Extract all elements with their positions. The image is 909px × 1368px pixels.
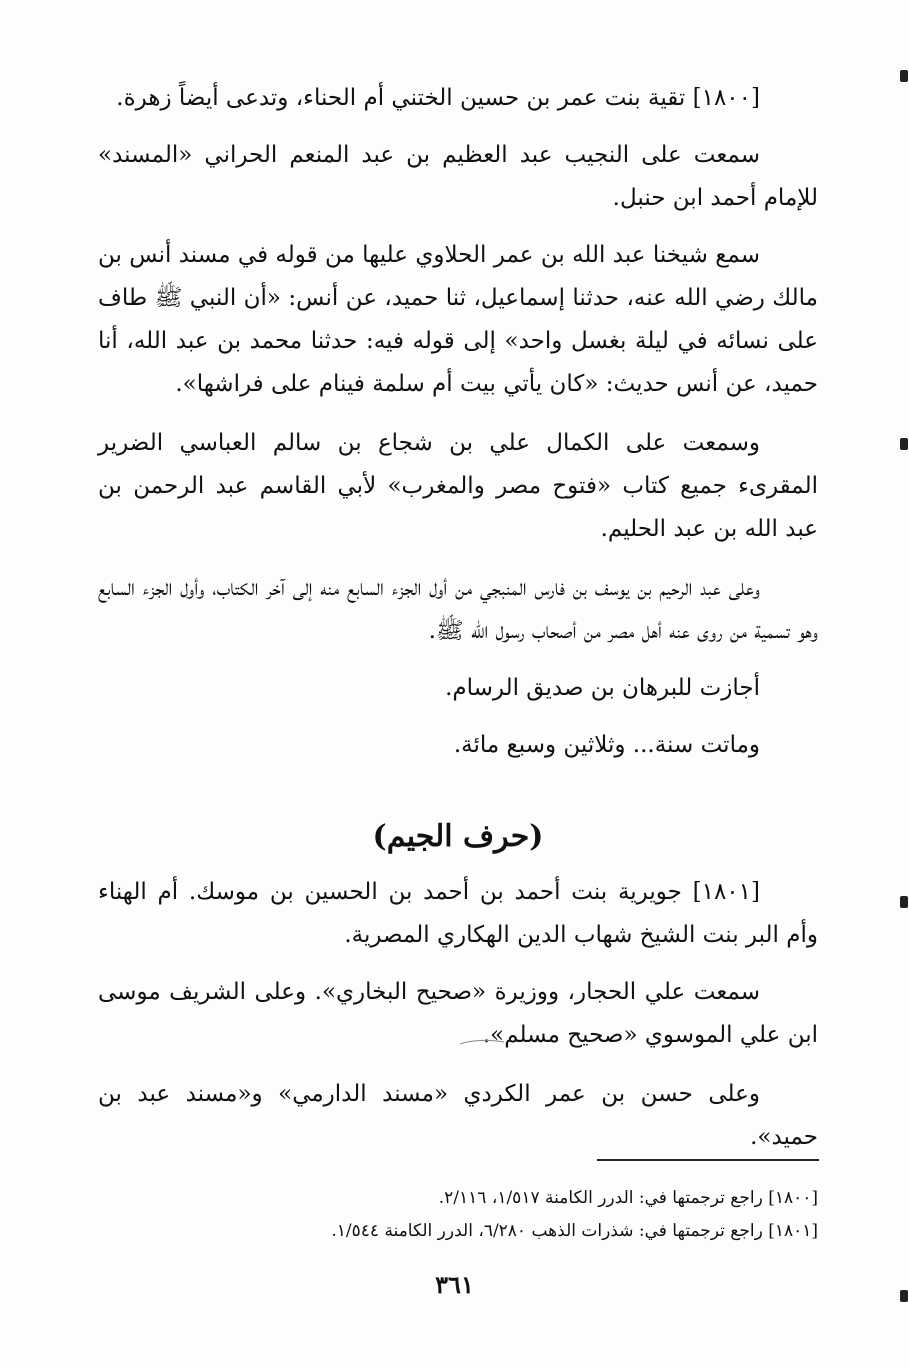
entry-1801-paragraph: وعلى حسن بن عمر الكردي «مسند الدارمي» و«مسند عبد بن حميد».: [98, 1081, 818, 1150]
entry-1800: [98, 77, 818, 767]
entry-1800-paragraph: سمعت على النجيب عبد العظيم بن عبد المنعم الحراني «المسند» للإمام أحمد ابن حنبل.: [98, 142, 818, 211]
edge-mark: [900, 70, 908, 82]
entry-1800-death-line: وماتت سنة... وثلاثين وسبع مائة.: [453, 732, 760, 758]
section-heading: (حرف الجيم): [372, 819, 544, 854]
entry-1801: [98, 871, 818, 1159]
entry-1801-paragraph: سمعت علي الحجار، ووزيرة «صحيح البخاري». وعلى الشريف موسى ابن علي الموسوي «صحيح مسلم».: [98, 979, 818, 1048]
footnote-1801: [١٨٠١] راجع ترجمتها في: شذرات الذهب ٦/٢٨٠، الدرر الكامنة ١/٥٤٤.: [331, 1221, 818, 1241]
edge-mark: [900, 896, 908, 908]
entry-1800-paragraph: سمع شيخنا عبد الله بن عمر الحلاوي عليها من قوله في مسند أنس بن مالك رضي الله عنه، حدثنا إسماعيل، ثنا حميد، عن أنس: «أن النبي ﷺ طاف على نسائه في ليلة بغسل واحد» إلى قوله فيه: حدثنا محمد بن عبد الله، أنا حميد، عن أنس حديث: «كان يأتي بيت أم سلمة فينام على فراشها».: [98, 242, 818, 397]
entry-1800-heading: [١٨٠٠] تقية بنت عمر بن حسين الختني أم الحناء، وتدعى أيضاً زهرة.: [116, 85, 760, 111]
edge-mark: [900, 1290, 908, 1302]
entry-1800-ijaza-line: أجازت للبرهان بن صديق الرسام.: [445, 675, 760, 701]
page-number: ٣٦١: [435, 1270, 474, 1299]
footnote-1800: [١٨٠٠] راجع ترجمتها في: الدرر الكامنة ١/٥١٧، ٢/١١٦.: [438, 1188, 818, 1208]
footnote-separator: [597, 1159, 819, 1161]
scan-artifact-curve: [458, 1036, 506, 1048]
entry-1800-paragraph: وسمعت على الكمال علي بن شجاع بن سالم العباسي الضرير المقرىء جميع كتاب «فتوح مصر والمغرب» لأبي القاسم عبد الرحمن بن عبد الله بن عبد الحليم.: [98, 430, 818, 542]
entry-1800-paragraph: وعلى عبد الرحيم بن يوسف بن فارس المنبجي من أول الجزء السابع منه إلى آخر الكتاب، وأول الجزء السابع وهو تسمية من روى عنه أهل مصر من أصحاب رسول الله ﷺ.: [98, 575, 818, 644]
edge-mark: [900, 438, 908, 450]
entry-1801-heading: [١٨٠١] جويرية بنت أحمد بن أحمد بن الحسين بن موسك. أم الهناء وأم البر بنت الشيخ شهاب الدين الهكاري المصرية.: [98, 879, 818, 948]
footnotes: [98, 1182, 818, 1248]
